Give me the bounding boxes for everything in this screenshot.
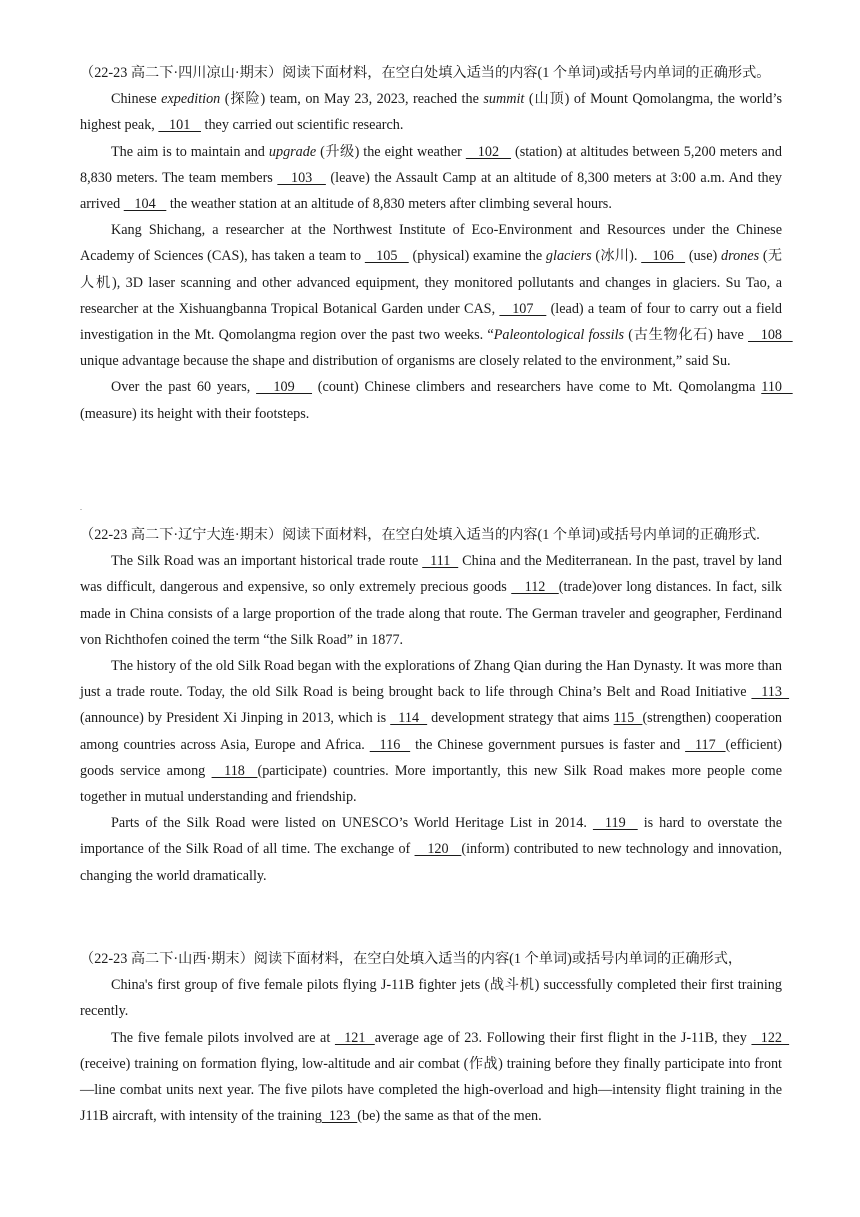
answer-blank: 112 <box>511 579 559 596</box>
text-run: Over the past 60 years, <box>111 379 257 396</box>
italic-term: expedition <box>161 91 221 108</box>
answer-blank: 121 <box>334 1029 375 1046</box>
text-run: the Chinese government pursues is faster and <box>410 736 686 753</box>
section-heading <box>80 946 782 972</box>
text-run: China and the Mediterranean. In the past, travel by land was difficult, dangerous and expensive, so only extremely precious goods <box>80 553 786 596</box>
answer-blank: 117 <box>685 736 726 753</box>
passage-paragraph <box>80 86 786 138</box>
text-run: (strengthen) cooperation among countries across Asia, Europe and Africa. <box>80 710 786 753</box>
text-run: (升级) the eight weather <box>316 143 466 160</box>
text-run: the weather station at an altitude of 8,830 meters after climbing several hours. <box>166 196 612 213</box>
answer-blank: 103 <box>277 169 326 186</box>
exercise-section-1 <box>80 60 797 427</box>
passage-paragraph <box>80 653 790 810</box>
passage-paragraph <box>80 810 786 889</box>
text-run: (efficient) goods service among <box>80 736 786 779</box>
text-run: they carried out scientific research. <box>200 117 404 134</box>
section-heading <box>80 60 782 86</box>
answer-blank: 107 <box>499 300 547 317</box>
italic-term: upgrade <box>268 143 317 160</box>
italic-term: summit <box>483 91 525 108</box>
passage-paragraph <box>80 972 786 1024</box>
text-run: (古生物化石) have <box>624 327 749 344</box>
text-run: (participate) countries. More importantly, this new Silk Road makes more people come together in mutual understanding and friendship. <box>80 762 786 806</box>
answer-blank: 101 <box>158 117 201 134</box>
section-divider-mark: . <box>80 503 82 512</box>
text-run: is hard to overstate the importance of the Silk Road of all time. The exchange of <box>80 815 786 858</box>
text-run: (measure) its height with their footsteps. <box>80 379 797 422</box>
answer-blank: 104 <box>123 196 167 213</box>
answer-blank: 116 <box>369 736 411 753</box>
answer-blank: 113 <box>751 684 790 701</box>
passage-paragraph <box>80 217 797 374</box>
text-run: (无人机), 3D laser scanning and other advanced equipment, they monitored pollutants and changes in glaciers. Su Tao, a researcher at the Xishuangbanna Tropical Botanical Garden under CAS, <box>80 248 786 317</box>
answer-blank: 102 <box>465 143 512 160</box>
text-run: (be) the same as that of the men. <box>357 1108 542 1125</box>
text-run: The Silk Road was an important historical trade route <box>111 553 423 570</box>
answer-blank: 123 <box>321 1108 358 1125</box>
italic-term: glaciers <box>545 248 592 265</box>
text-run: The five female pilots involved are at <box>111 1029 335 1046</box>
text-run: (inform) contributed to new technology and innovation, changing the world dramatically. <box>80 841 786 884</box>
answer-blank: 110 <box>761 379 793 396</box>
section-heading <box>80 522 782 548</box>
italic-term: drones <box>721 248 760 265</box>
text-run: (探险) team, on May 23, 2023, reached the <box>220 91 484 108</box>
exercise-section-2 <box>80 522 790 889</box>
text-run: (山顶) of Mount Qomolangma, the world’s highest peak, <box>80 91 786 134</box>
answer-blank: 118 <box>211 762 258 779</box>
answer-blank: 115 <box>613 710 643 727</box>
answer-blank: 105 <box>364 248 409 265</box>
text-run: Chinese <box>111 91 162 108</box>
passage-paragraph <box>80 1025 790 1130</box>
text-run: (trade)over long distances. In fact, silk made in China consists of a large proportion of the trade along that route. The German traveler and geographer, Ferdinand von Richthofen coined the term “the Silk Road” in 1877. <box>80 579 786 648</box>
text-run: (leave) the Assault Camp at an altitude of 8,300 meters at 3:00 a.m. And they arrived <box>80 169 786 213</box>
answer-blank: 122 <box>751 1029 790 1046</box>
text-run: development strategy that aims <box>427 710 614 727</box>
text-run: Kang Shichang, a researcher at the Northwest Institute of Eco-Environment and Resources under the Chinese Academy of Sciences (CAS), has taken a team to <box>80 222 785 265</box>
answer-blank: 106 <box>641 248 686 265</box>
answer-blank: 114 <box>390 710 428 727</box>
answer-blank: 109 <box>256 379 313 396</box>
text-run: (receive) training on formation flying, low-altitude and air combat (作战) training before they finally participate into front—line combat units next year. The five pilots have completed the high-overload and high—intensity flight training in the J11B aircraft, with intensity of the training <box>80 1055 786 1125</box>
text-run: The history of the old Silk Road began with the explorations of Zhang Qian during the Han Dynasty. It was more than just a trade route. Today, the old Silk Road is being brought back to life through China’s Belt and Road Initiative <box>80 658 786 701</box>
text-run: （22-23 高二下·辽宁大连·期末）阅读下面材料，在空白处填入适当的内容(1 个单词)或括号内单词的正确形式. <box>80 527 760 543</box>
text-run: average age of 23. Following their first flight in the J-11B, they <box>374 1029 752 1046</box>
passage-paragraph <box>80 548 786 653</box>
passage-paragraph <box>80 139 786 218</box>
text-run: China's first group of five female pilots flying J-11B fighter jets (战斗机) successfully completed their first training recently. <box>80 977 786 1020</box>
text-run: (station) at altitudes between 5,200 meters and 8,830 meters. The team members <box>80 143 786 186</box>
text-run: （22-23 高二下·山西·期末）阅读下面材料，在空白处填入适当的内容(1 个单词)或括号内单词的正确形式， <box>80 951 743 967</box>
text-run: Parts of the Silk Road were listed on UNESCO’s World Heritage List in 2014. <box>111 815 593 832</box>
text-run: (use) <box>685 248 721 265</box>
answer-blank: 119 <box>592 815 638 832</box>
italic-term: Paleontological fossils <box>493 327 625 344</box>
answer-blank: 108 <box>748 327 793 344</box>
text-run: （22-23 高二下·四川凉山·期末）阅读下面材料，在空白处填入适当的内容(1 个单词)或括号内单词的正确形式。 <box>80 65 771 81</box>
text-run: (lead) a team of four to carry out a field investigation in the Mt. Qomolangma region over the past two weeks. “ <box>80 300 786 344</box>
text-run: (physical) examine the <box>408 248 546 265</box>
answer-blank: 120 <box>414 841 462 858</box>
text-run: (count) Chinese climbers and researchers have come to Mt. Qomolangma <box>312 379 762 396</box>
passage-paragraph <box>80 374 797 426</box>
text-run: unique advantage because the shape and distribution of organisms are closely related to the environment,” said Su. <box>80 327 797 370</box>
text-run: The aim is to maintain and <box>111 143 269 160</box>
exercise-section-3 <box>80 946 790 1129</box>
answer-blank: 111 <box>422 553 459 570</box>
text-run: (冰川). <box>591 248 642 265</box>
text-run: (announce) by President Xi Jinping in 2013, which is <box>80 710 391 727</box>
